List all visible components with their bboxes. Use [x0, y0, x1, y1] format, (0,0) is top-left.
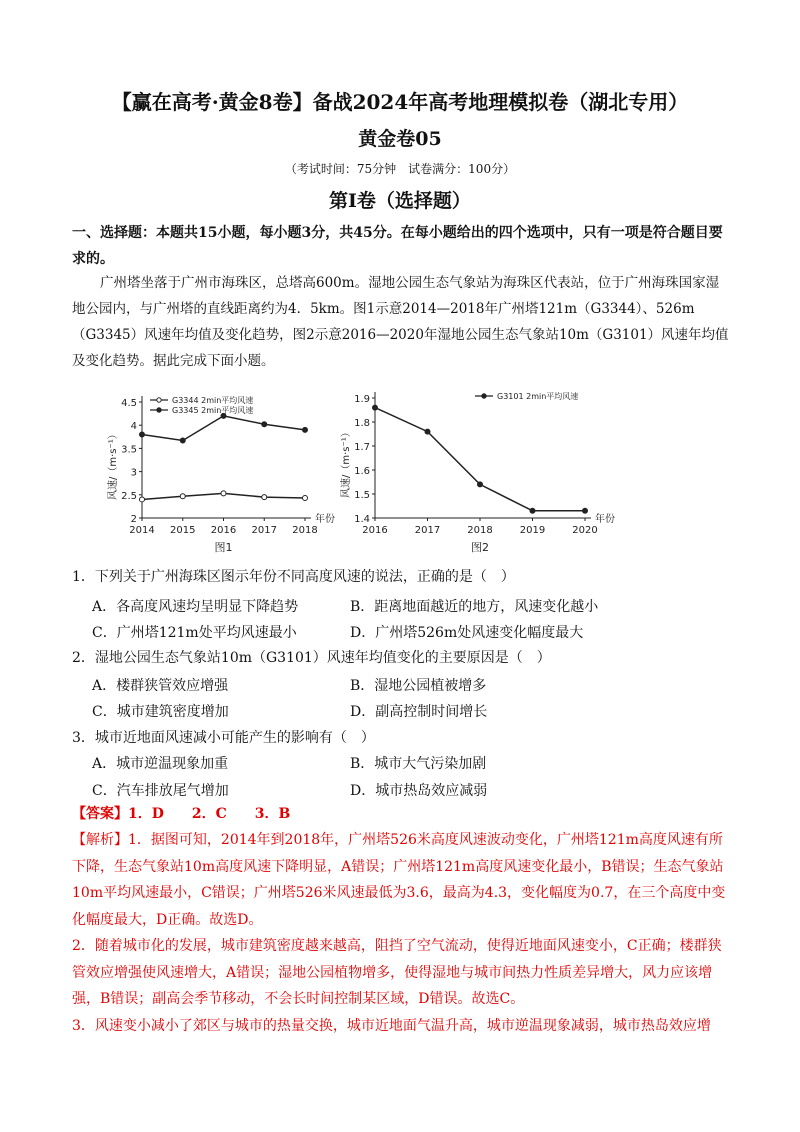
y-axis-label: 风速/（m·s⁻¹） — [341, 427, 352, 498]
paper-title: 【赢在高考·黄金8卷】备战2024年高考地理模拟卷（湖北专用） — [111, 90, 689, 114]
y-tick-label: 3 — [130, 467, 137, 479]
y-tick-label: 1.9 — [354, 394, 370, 405]
series-line — [142, 416, 305, 441]
series-line — [375, 408, 585, 511]
x-tick-label: 2018 — [467, 525, 493, 536]
figure-caption: 图2 — [471, 541, 489, 554]
figure-1-chart — [95, 388, 335, 558]
q2-option-a[interactable]: A．楼群狭管效应增强 — [92, 678, 229, 694]
x-tick-label: 2018 — [292, 525, 318, 536]
legend-marker — [482, 394, 486, 398]
y-tick-label: 1.6 — [354, 466, 370, 477]
q1-option-b[interactable]: B．距离地面越近的地方，风速变化越小 — [350, 599, 599, 615]
y-axis-label: 风速/（m·s⁻¹） — [108, 429, 119, 500]
answer-line: 【答案】1．D 2．C 3．B — [72, 806, 291, 822]
exam-info: （考试时间：75分钟 试卷满分：100分） — [284, 162, 516, 176]
q1-option-d[interactable]: D．广州塔526m处风速变化幅度最大 — [350, 625, 584, 641]
data-point — [425, 429, 430, 434]
y-tick-label: 1.7 — [354, 442, 370, 453]
x-tick-label: 2016 — [210, 525, 237, 536]
data-point — [262, 422, 267, 427]
data-point — [180, 438, 185, 443]
x-axis-label: 年份 — [315, 514, 335, 525]
legend-label: G3345 2min平均风速 — [172, 406, 254, 415]
figures — [95, 388, 615, 562]
q3-option-a[interactable]: A．城市逆温现象加重 — [92, 756, 229, 772]
question-3-stem: 3．城市近地面风速减小可能产生的影响有（ ） — [72, 730, 375, 746]
paper-subtitle: 黄金卷05 — [358, 128, 442, 150]
y-tick-label: 3.5 — [121, 444, 137, 456]
q3-option-c[interactable]: C．汽车排放尾气增加 — [92, 783, 229, 799]
data-point — [303, 427, 308, 432]
analysis-3: 3．风速变小减小了郊区与城市的热量交换，城市近地面气温升高，城市逆温现象减弱，城市热岛效应增 — [72, 1018, 711, 1034]
data-point — [478, 482, 483, 487]
legend-label: G3101 2min平均风速 — [497, 392, 579, 401]
data-point — [140, 497, 145, 502]
q2-option-b[interactable]: B．湿地公园植被增多 — [350, 678, 487, 694]
x-axis-label: 年份 — [595, 514, 615, 525]
legend-marker — [157, 408, 161, 412]
x-tick-label: 2019 — [519, 525, 546, 536]
data-point — [583, 508, 588, 513]
figure-2-chart — [335, 388, 615, 558]
data-point — [303, 496, 308, 501]
question-1-stem: 1．下列关于广州海珠区图示年份不同高度风速的说法，正确的是（ ） — [72, 569, 515, 585]
x-tick-label: 2016 — [362, 525, 388, 536]
q1-option-a[interactable]: A．各高度风速均呈明显下降趋势 — [92, 599, 299, 615]
q3-option-b[interactable]: B．城市大气污染加剧 — [350, 756, 487, 772]
q1-option-c[interactable]: C．广州塔121m处平均风速最小 — [92, 625, 297, 641]
data-point — [180, 494, 185, 499]
data-point — [530, 508, 535, 513]
x-tick-label: 2017 — [251, 525, 277, 536]
legend-label: G3344 2min平均风速 — [172, 396, 254, 405]
section-heading: 一、选择题：本题共15小题，每小题3分，共45分。在每小题给出的四个选项中，只有一项是符合题目要求的。 — [72, 225, 723, 267]
y-tick-label: 2 — [130, 514, 137, 525]
y-tick-label: 1.8 — [354, 418, 370, 429]
data-point — [140, 432, 145, 437]
q2-option-d[interactable]: D．副高控制时间增长 — [350, 704, 488, 720]
x-tick-label: 2020 — [572, 525, 598, 536]
y-tick-label: 4.5 — [121, 398, 137, 409]
y-tick-label: 1.4 — [354, 514, 370, 525]
intro-paragraph: 广州塔坐落于广州市海珠区，总塔高600m。湿地公园生态气象站为海珠区代表站，位于广州海珠国家湿地公园内，与广州塔的直线距离约为4．5km。图1示意2014—2018年广州塔121m（G3344）、526m（G3345）风速年均值及变化趋势，图2示意2016—2020年湿地公园生态气象站10m（G3101）风速年均值及变化趋势。据此完成下面小题。 — [72, 275, 729, 369]
x-tick-label: 2014 — [129, 525, 155, 536]
x-tick-label: 2015 — [170, 525, 196, 536]
part-heading: 第I卷（选择题） — [329, 190, 471, 212]
q3-option-d[interactable]: D．城市热岛效应减弱 — [350, 783, 488, 799]
figure-caption: 图1 — [214, 541, 233, 554]
data-point — [373, 405, 378, 410]
data-point — [221, 491, 226, 496]
x-tick-label: 2017 — [414, 525, 441, 536]
question-2-stem: 2．湿地公园生态气象站10m（G3101）风速年均值变化的主要原因是（ ） — [72, 650, 551, 666]
data-point — [262, 495, 267, 500]
analysis-2: 2．随着城市化的发展，城市建筑密度越来越高，阻挡了空气流动，使得近地面风速变小，C正确；楼群狭管效应增强使风速增大，A错误；湿地公园植物增多，使得湿地与城市间热力性质差异增大，风力应该增强，B错误；副高会季节移动，不会长时间控制某区域，D错误。故选C。 — [72, 938, 722, 1007]
legend-marker — [157, 398, 161, 402]
y-tick-label: 1.5 — [354, 490, 370, 501]
y-tick-label: 4 — [130, 421, 137, 433]
y-tick-label: 2.5 — [121, 490, 137, 502]
analysis-1: 【解析】1．据图可知，2014年到2018年，广州塔526米高度风速波动变化，广州塔121m高度风速有所下降，生态气象站10m高度风速下降明显，A错误；广州塔121m高度风速变化最小，B错误；生态气象站10m平均风速最小，C错误；广州塔526米风速最低为3.6，最高为4.3，变化幅度为0.7，在三个高度中变化幅度最大，D正确。故选D。 — [72, 832, 726, 928]
q2-option-c[interactable]: C．城市建筑密度增加 — [92, 704, 229, 720]
